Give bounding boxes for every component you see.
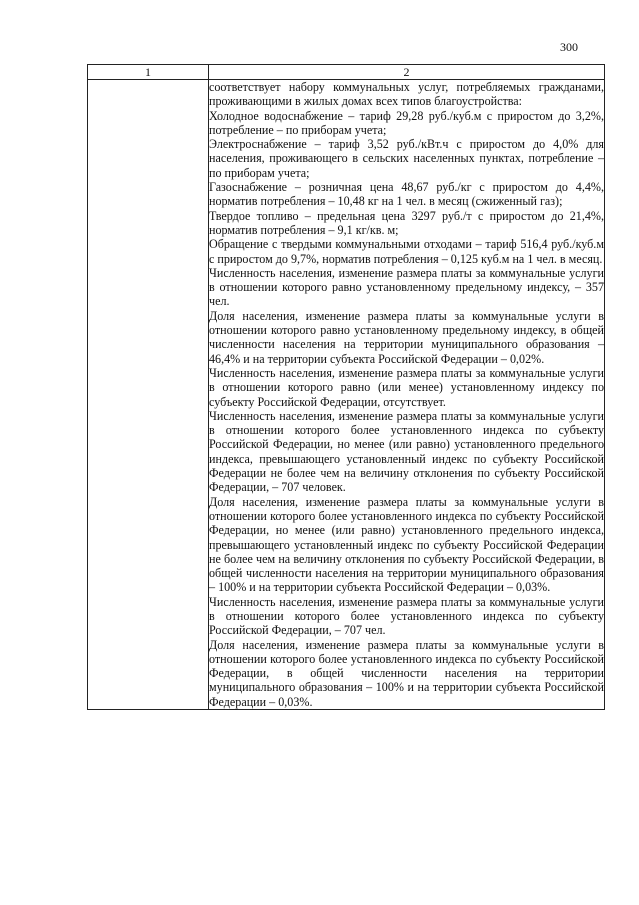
column-1-cell (88, 80, 209, 710)
paragraph: Доля населения, изменение размера платы за коммунальные услуги в отношении которого равно установленному предельному индексу, в общей численности населения на территории муниципального образования – 46,4% и на территории субъекта Российской Федерации – 0,02%. (209, 308, 604, 366)
paragraph: Численность населения, изменение размера платы за коммунальные услуги в отношении которого равно (или менее) установленному индексу по субъекту Российской Федерации, отсутствует. (209, 365, 604, 409)
paragraph: Доля населения, изменение размера платы за коммунальные услуги в отношении которого более установленного индекса по субъекту Российской Федерации, в общей численности населения на территории муниципального образования – 100% и на территории субъекта Российской Федерации – 0,03%. (209, 637, 604, 709)
column-2-cell (209, 80, 605, 710)
paragraph: Газоснабжение – розничная цена 48,67 руб./кг с приростом до 4,4%, норматив потребления – 10,48 кг на 1 чел. в месяц (сжиженный газ); (209, 180, 604, 209)
paragraph: Доля населения, изменение размера платы за коммунальные услуги в отношении которого более установленного индекса по субъекту Российской Федерации, но менее (или равно) установленного предельного индекса, превышающего установленный индекс по субъекту Российской Федерации не более чем на величину отклонения по субъекту Российской Федерации, в общей численности населения на территории муниципального образования – 100% и на территории субъекта Российской Федерации – 0,03%. (209, 494, 604, 595)
paragraph: Численность населения, изменение размера платы за коммунальные услуги в отношении которого более установленного индекса по субъекту Российской Федерации, – 707 чел. (209, 594, 604, 638)
paragraph: Твердое топливо – предельная цена 3297 руб./т с приростом до 21,4%, норматив потребления – 9,1 кг/кв. м; (209, 208, 604, 237)
column-header-2: 2 (209, 65, 605, 80)
paragraph: Электроснабжение – тариф 3,52 руб./кВт.ч с приростом до 4,0% для населения, проживающего в сельских населенных пунктах, потребление – по приборам учета; (209, 137, 604, 180)
document-table (87, 64, 605, 710)
paragraph: Численность населения, изменение размера платы за коммунальные услуги в отношении которого более установленного индекса по субъекту Российской Федерации, но менее (или равно) установленного предельного индекса, превышающего установленный индекс по субъекту Российской Федерации не более чем на величину отклонения по субъекту Российской Федерации, – 707 человек. (209, 408, 604, 495)
paragraph: Холодное водоснабжение – тариф 29,28 руб./куб.м с приростом до 3,2%, потребление – по приборам учета; (209, 108, 604, 137)
column-header-1: 1 (88, 65, 209, 80)
table-row (88, 80, 605, 710)
paragraph: Обращение с твердыми коммунальными отходами – тариф 516,4 руб./куб.м с приростом до 9,7%, норматив потребления – 0,125 куб.м на 1 чел. в месяц. (209, 237, 604, 266)
page-number: 300 (560, 40, 578, 54)
table-header-row (88, 65, 605, 80)
paragraph: Численность населения, изменение размера платы за коммунальные услуги в отношении которого равно установленному предельному индексу, – 357 чел. (209, 265, 604, 309)
paragraph: соответствует набору коммунальных услуг, потребляемых гражданами, проживающими в жилых домах всех типов благоустройства: (209, 80, 604, 109)
